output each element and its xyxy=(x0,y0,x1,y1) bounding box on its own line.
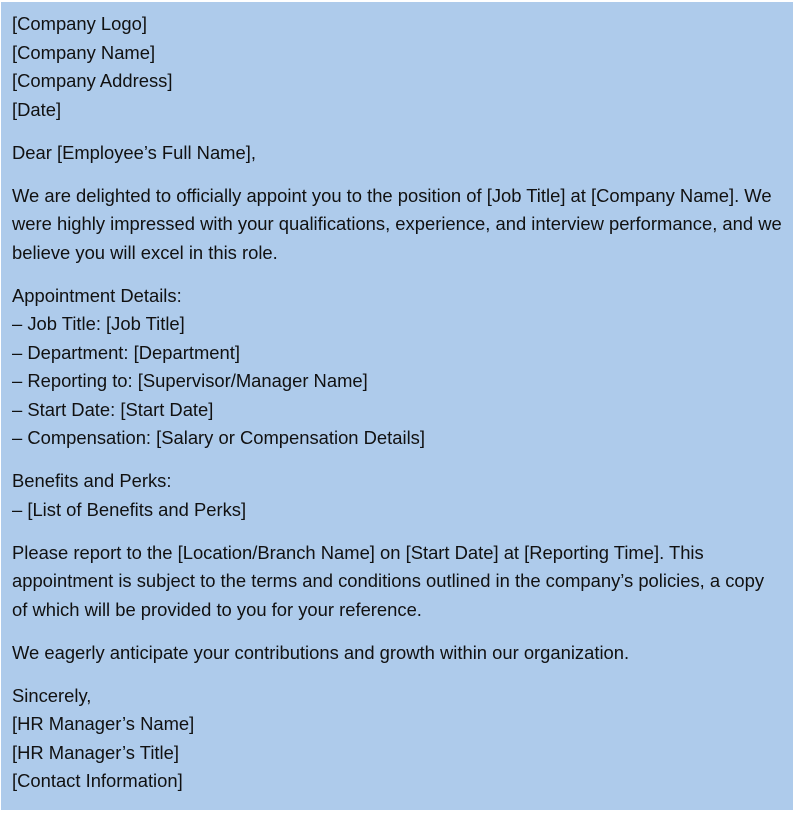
hr-manager-title: [HR Manager’s Title] xyxy=(12,741,179,763)
appointment-details xyxy=(12,282,782,453)
closing-word: Sincerely, xyxy=(12,684,92,706)
letter-date: [Date] xyxy=(12,98,62,120)
company-logo-placeholder: [Company Logo] xyxy=(12,13,147,34)
salutation xyxy=(12,139,782,168)
appointment-letter xyxy=(1,2,793,810)
benefits-section xyxy=(12,467,782,524)
report-paragraph: Please report to the [Location/Branch Name] on [Start Date] at [Reporting Time]. This appointment is subject to the terms and conditions outlined in the company’s policies, a copy of which will be provided to you for your reference. xyxy=(12,541,765,620)
benefits-heading: Benefits and Perks: xyxy=(12,470,172,491)
detail-reporting-to: – Reporting to: [Supervisor/Manager Name] xyxy=(12,370,368,391)
signature-block xyxy=(12,682,782,796)
benefits-item: – [List of Benefits and Perks] xyxy=(12,498,247,520)
closing-paragraph: We eagerly anticipate your contributions and growth within our organization. xyxy=(12,641,630,663)
company-address: [Company Address] xyxy=(12,70,173,91)
detail-department: – Department: [Department] xyxy=(12,341,240,363)
intro-paragraph: We are delighted to officially appoint you to the position of [Job Title] at [Company Name]. We were highly impressed with your qualifications, experience, and interview performance, and we believe you will excel in this role. xyxy=(12,184,782,263)
detail-compensation: – Compensation: [Salary or Compensation Details] xyxy=(12,427,425,448)
detail-start-date: – Start Date: [Start Date] xyxy=(12,398,214,420)
company-name: [Company Name] xyxy=(12,41,156,63)
contact-information: [Contact Information] xyxy=(12,770,183,791)
letter-header xyxy=(12,10,782,124)
appointment-details-heading: Appointment Details: xyxy=(12,284,182,306)
hr-manager-name: [HR Manager’s Name] xyxy=(12,713,195,734)
salutation-text: Dear [Employee’s Full Name], xyxy=(12,141,256,163)
detail-job-title: – Job Title: [Job Title] xyxy=(12,313,185,334)
